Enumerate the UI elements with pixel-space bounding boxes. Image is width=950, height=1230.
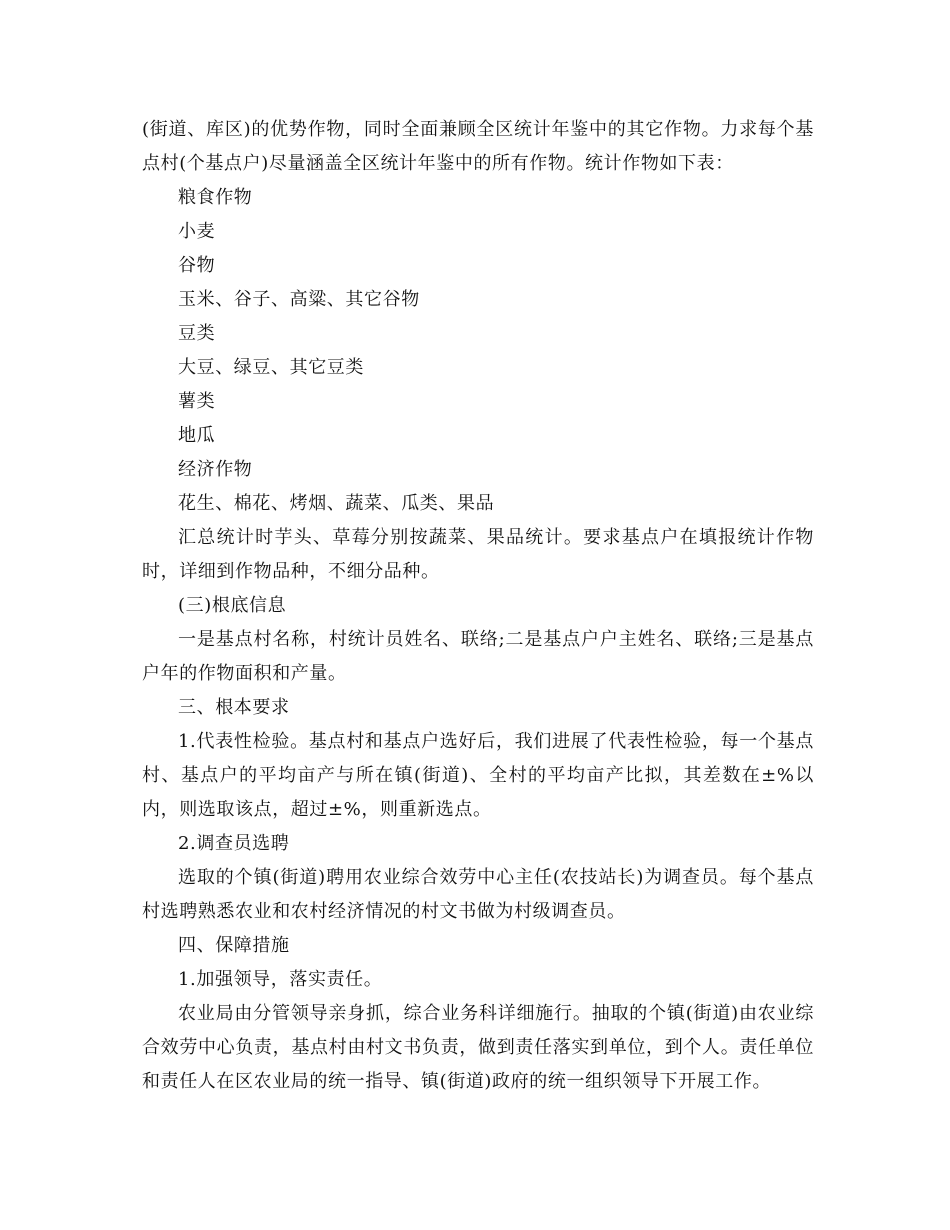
paragraph: 花生、棉花、烤烟、蔬菜、瓜类、果品 bbox=[178, 493, 495, 514]
paragraph: 薯类 bbox=[178, 391, 216, 412]
paragraph: 选取的个镇(街道)聘用农业综合效劳中心主任(农技站长)为调查员。每个基点村选聘熟悉农业和农村经济情况的村文书做为村级调查员。 bbox=[142, 867, 814, 922]
document-body bbox=[142, 113, 814, 1099]
paragraph: 一是基点村名称，村统计员姓名、联络;二是基点户户主姓名、联络;三是基点户年的作物面积和产量。 bbox=[142, 629, 814, 684]
paragraph: 大豆、绿豆、其它豆类 bbox=[178, 357, 364, 378]
section-heading: 四、保障措施 bbox=[178, 935, 290, 956]
paragraph: 豆类 bbox=[178, 323, 216, 344]
paragraph: 小麦 bbox=[178, 221, 216, 242]
paragraph: 农业局由分管领导亲身抓，综合业务科详细施行。抽取的个镇(街道)由农业综合效劳中心负责，基点村由村文书负责，做到责任落实到单位，到个人。责任单位和责任人在区农业局的统一指导、镇(街道)政府的统一组织领导下开展工作。 bbox=[142, 1003, 814, 1092]
section-heading: (三)根底信息 bbox=[178, 595, 287, 616]
paragraph: 汇总统计时芋头、草莓分别按蔬菜、果品统计。要求基点户在填报统计作物时，详细到作物品种，不细分品种。 bbox=[142, 527, 814, 582]
subheading: 2.调查员选聘 bbox=[178, 833, 290, 854]
paragraph: 地瓜 bbox=[178, 425, 216, 446]
paragraph: 经济作物 bbox=[178, 459, 253, 480]
paragraph: 谷物 bbox=[178, 255, 216, 276]
paragraph: 1.代表性检验。基点村和基点户选好后，我们进展了代表性检验，每一个基点村、基点户的平均亩产与所在镇(街道)、全村的平均亩产比拟，其差数在±%以内，则选取该点，超过±%，则重新选点。 bbox=[142, 731, 814, 820]
subheading: 1.加强领导，落实责任。 bbox=[178, 969, 383, 990]
paragraph: 玉米、谷子、高粱、其它谷物 bbox=[178, 289, 420, 310]
section-heading: 三、根本要求 bbox=[178, 697, 290, 718]
paragraph: 粮食作物 bbox=[178, 187, 253, 208]
paragraph: (街道、库区)的优势作物，同时全面兼顾全区统计年鉴中的其它作物。力求每个基点村(个基点户)尽量涵盖全区统计年鉴中的所有作物。统计作物如下表： bbox=[142, 119, 814, 174]
